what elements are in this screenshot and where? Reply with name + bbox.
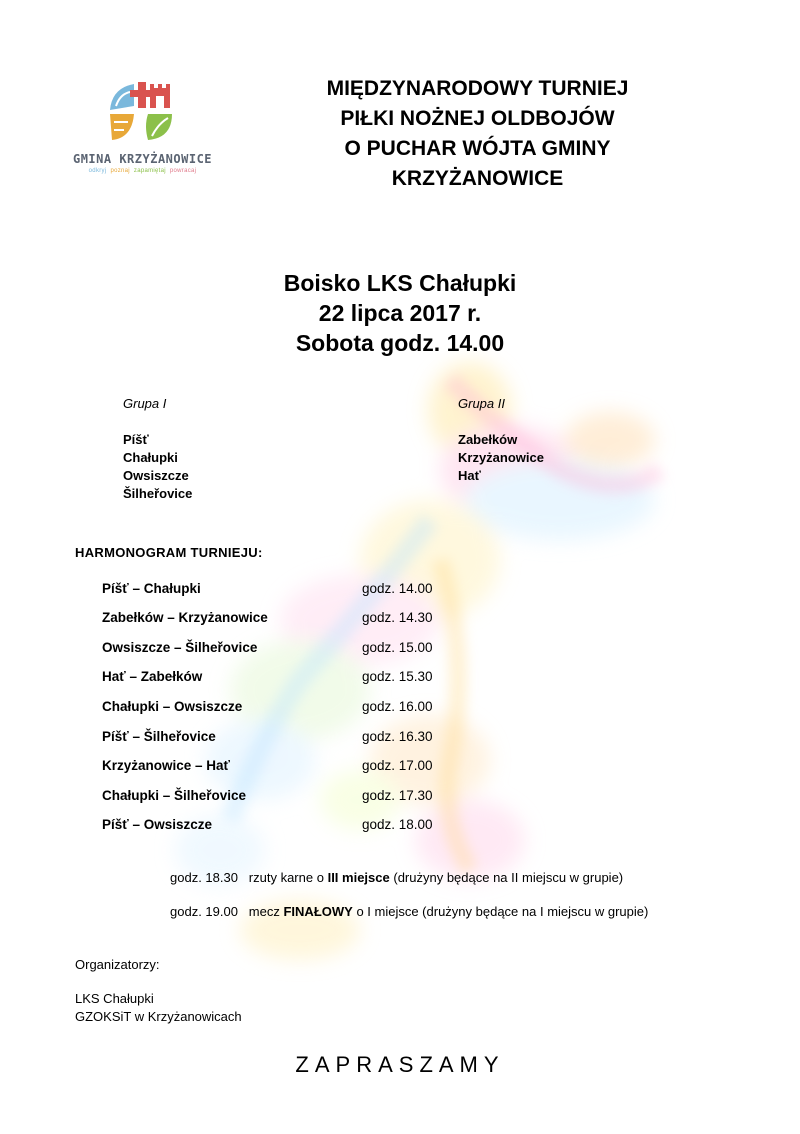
venue-place: Boisko LKS Chałupki	[283, 270, 517, 296]
group-team: Zabełków	[458, 432, 518, 447]
match-time: godz. 17.30	[362, 788, 433, 803]
organizers	[75, 956, 242, 1026]
group-label: Grupa I	[123, 396, 167, 411]
organizer: LKS Chałupki	[75, 991, 154, 1006]
gmina-logo	[60, 80, 225, 180]
match-teams: Hať – Zabełków	[102, 669, 203, 684]
gmina-emblem-icon	[108, 80, 174, 142]
match-row	[102, 729, 462, 749]
match-row	[102, 758, 462, 778]
match-time: godz. 15.00	[362, 640, 433, 655]
match-row	[102, 640, 462, 660]
group-label: Grupa II	[458, 396, 505, 411]
logo-tagline-word: zapamiętaj	[133, 168, 166, 174]
match-time: godz. 16.30	[362, 729, 433, 744]
group-2	[458, 396, 544, 485]
group-team: Krzyżanowice	[458, 450, 544, 465]
match-row	[102, 669, 462, 689]
match-teams: Krzyżanowice – Hať	[102, 758, 231, 773]
logo-name: GMINA KRZYŻANOWICE	[72, 152, 213, 166]
logo-tagline-word: powracaj	[169, 168, 197, 174]
group-team: Chałupki	[123, 450, 178, 465]
match-time: godz. 14.30	[362, 610, 433, 625]
logo-tagline	[60, 168, 225, 174]
match-time: godz. 15.30	[362, 669, 433, 684]
match-teams: Chałupki – Šilheřovice	[102, 788, 247, 803]
title-line: KRZYŻANOWICE	[391, 167, 564, 190]
title-line: O PUCHAR WÓJTA GMINY	[344, 137, 611, 160]
match-teams: Píšť – Owsiszcze	[102, 817, 213, 832]
organizers-heading: Organizatorzy:	[75, 957, 160, 972]
final-time: godz. 18.30	[170, 870, 238, 885]
tournament-title	[255, 74, 700, 194]
final-match	[170, 904, 648, 919]
final-bold: FINAŁOWY	[283, 904, 353, 919]
match-teams: Owsiszcze – Šilheřovice	[102, 640, 258, 655]
final-pre: rzuty karne o	[248, 870, 324, 885]
venue-date: 22 lipca 2017 r.	[318, 300, 482, 326]
schedule-heading: HARMONOGRAM TURNIEJU:	[75, 545, 263, 560]
venue-time: Sobota godz. 14.00	[295, 330, 505, 356]
final-post: (drużyny będące na II miejscu w grupie)	[393, 870, 624, 885]
group-team: Owsiszcze	[123, 468, 189, 483]
final-bold: III miejsce	[327, 870, 390, 885]
match-teams: Chałupki – Owsiszcze	[102, 699, 243, 714]
match-row	[102, 788, 462, 808]
logo-tagline-word: odkryj	[88, 168, 107, 174]
third-place-match	[170, 870, 623, 885]
group-team: Šilheřovice	[123, 486, 193, 501]
match-time: godz. 14.00	[362, 581, 433, 596]
match-time: godz. 16.00	[362, 699, 433, 714]
final-post: o I miejsce (drużyny będące na I miejscu w grupie)	[356, 904, 649, 919]
group-team: Hať	[458, 468, 481, 483]
venue-info	[200, 268, 600, 358]
match-row	[102, 699, 462, 719]
match-teams: Píšť – Chałupki	[102, 581, 201, 596]
final-pre: mecz	[248, 904, 280, 919]
match-row	[102, 817, 462, 837]
match-time: godz. 17.00	[362, 758, 433, 773]
logo-tagline-word: poznaj	[110, 168, 130, 174]
match-teams: Zabełków – Krzyżanowice	[102, 610, 268, 625]
match-row	[102, 610, 462, 630]
title-line: PIŁKI NOŻNEJ OLDBOJÓW	[340, 107, 615, 130]
organizer: GZOKSiT w Krzyżanowicach	[75, 1009, 242, 1024]
match-time: godz. 18.00	[362, 817, 433, 832]
match-teams: Píšť – Šilheřovice	[102, 729, 216, 744]
match-row	[102, 581, 462, 601]
group-team: Píšť	[123, 432, 149, 447]
invitation-text: ZAPRASZAMY	[295, 1052, 505, 1077]
group-1	[123, 396, 192, 503]
final-time: godz. 19.00	[170, 904, 238, 919]
title-line: MIĘDZYNARODOWY TURNIEJ	[326, 77, 629, 100]
